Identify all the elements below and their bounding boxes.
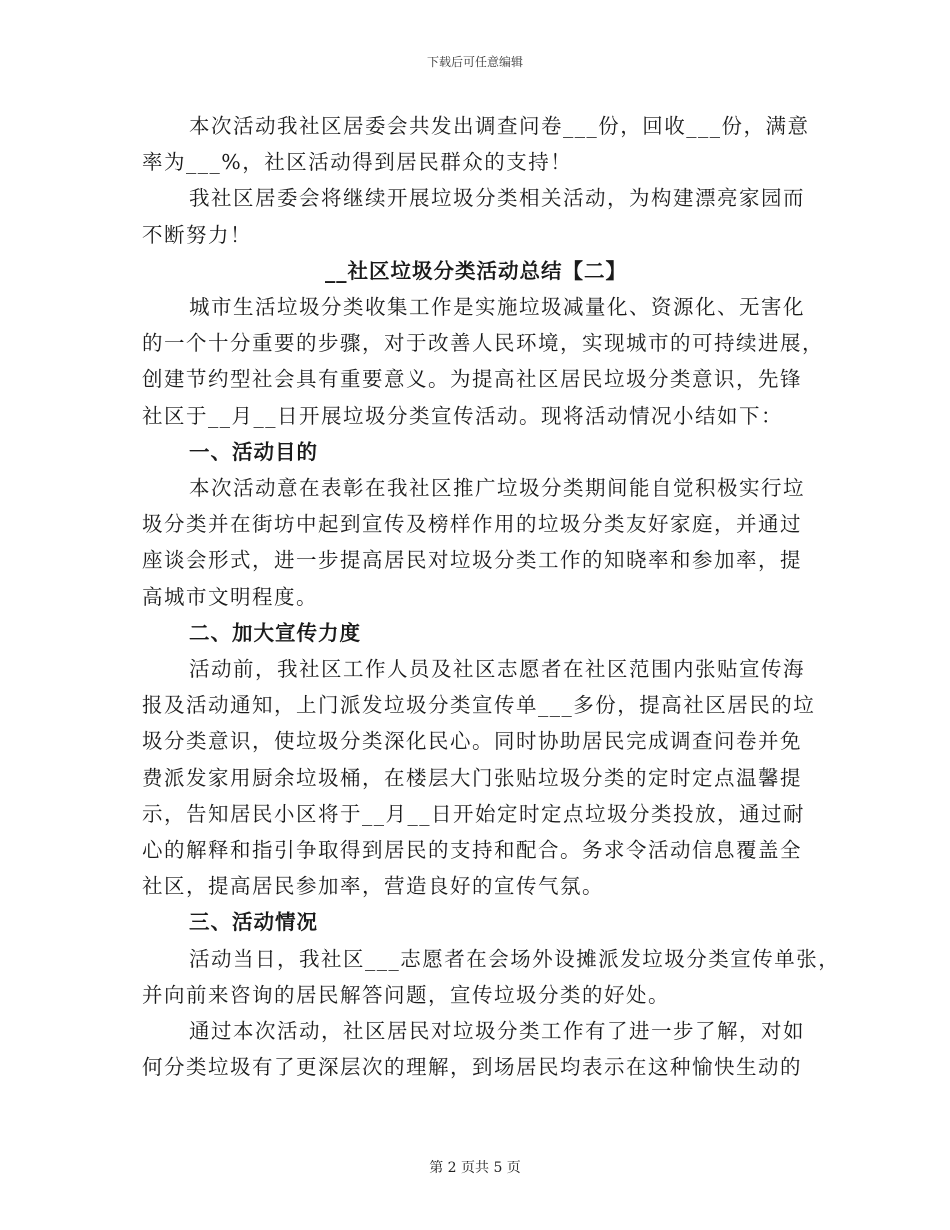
paragraph-line: 本次活动我社区居委会共发出调查问卷___份，回收___份，满意 (189, 114, 810, 138)
paragraph (142, 1013, 810, 1085)
page-header: 下载后可任意编辑 (426, 55, 523, 69)
paragraph (142, 180, 810, 252)
paragraph-line: 不断努力！ (142, 222, 252, 247)
page-footer: 第 2 页共 5 页 (429, 1160, 521, 1176)
paragraph-line: 费派发家用厨余垃圾桶，在楼层大门张贴垃圾分类的定时定点温馨提 (142, 765, 802, 790)
paragraph-line: 座谈会形式，进一步提高居民对垃圾分类工作的知晓率和参加率，提 (142, 548, 802, 573)
paragraph-line: 的一个十分重要的步骤，对于改善人民环境，实现城市的可持续进展， (142, 331, 824, 356)
paragraph-line: 活动前，我社区工作人员及社区志愿者在社区范围内张贴宣传海 (189, 657, 805, 682)
paragraph (142, 651, 816, 904)
paragraph-line: 本次活动意在表彰在我社区推广垃圾分类期间能自觉积极实行垃 (189, 476, 805, 501)
paragraph-line: 圾分类意识，使垃圾分类深化民心。同时协助居民完成调查问卷并免 (142, 729, 802, 754)
paragraph-line: 高城市文明程度。 (142, 584, 318, 609)
paragraph (142, 289, 824, 434)
paragraph-line: 社区于__月__日开展垃圾分类宣传活动。现将活动情况小结如下： (142, 403, 783, 428)
paragraph (142, 470, 810, 615)
paragraph-line: 率为___%，社区活动得到居民群众的支持！ (142, 150, 573, 175)
section-heading: 二、加大宣传力度 (189, 620, 361, 645)
paragraph-line: 并向前来咨询的居民解答问题，宣传垃圾分类的好处。 (142, 982, 670, 1007)
section-heading: 三、活动情况 (189, 910, 318, 935)
paragraph-line: 社区，提高居民参加率，营造良好的宣传气氛。 (142, 874, 604, 899)
paragraph-line: 示，告知居民小区将于__月__日开始定时定点垃圾分类投放，通过耐 (142, 801, 805, 826)
paragraph-line: 创建节约型社会具有重要意义。为提高社区居民垃圾分类意识，先锋 (142, 367, 802, 392)
paragraph (142, 108, 810, 180)
paragraph (142, 941, 841, 1013)
paragraph-line: 活动当日，我社区___志愿者在会场外设摊派发垃圾分类宣传单张， (189, 946, 841, 971)
paragraph-line: 何分类垃圾有了更深层次的理解，到场居民均表示在这种愉快生动的 (142, 1055, 802, 1080)
document-body (142, 108, 841, 1085)
paragraph-line: 城市生活垃圾分类收集工作是实施垃圾减量化、资源化、无害化 (189, 295, 805, 320)
paragraph-line: 通过本次活动，社区居民对垃圾分类工作有了进一步了解，对如 (189, 1019, 805, 1044)
section-title: __社区垃圾分类活动总结【二】 (325, 258, 627, 283)
paragraph-line: 报及活动通知，上门派发垃圾分类宣传单___多份，提高社区居民的垃 (142, 693, 816, 718)
paragraph-line: 圾分类并在街坊中起到宣传及榜样作用的垃圾分类友好家庭，并通过 (142, 512, 802, 537)
section-heading: 一、活动目的 (189, 439, 318, 464)
paragraph-line: 心的解释和指引争取得到居民的支持和配合。务求令活动信息覆盖全 (142, 838, 802, 863)
paragraph-line: 我社区居委会将继续开展垃圾分类相关活动，为构建漂亮家园而 (189, 186, 805, 211)
